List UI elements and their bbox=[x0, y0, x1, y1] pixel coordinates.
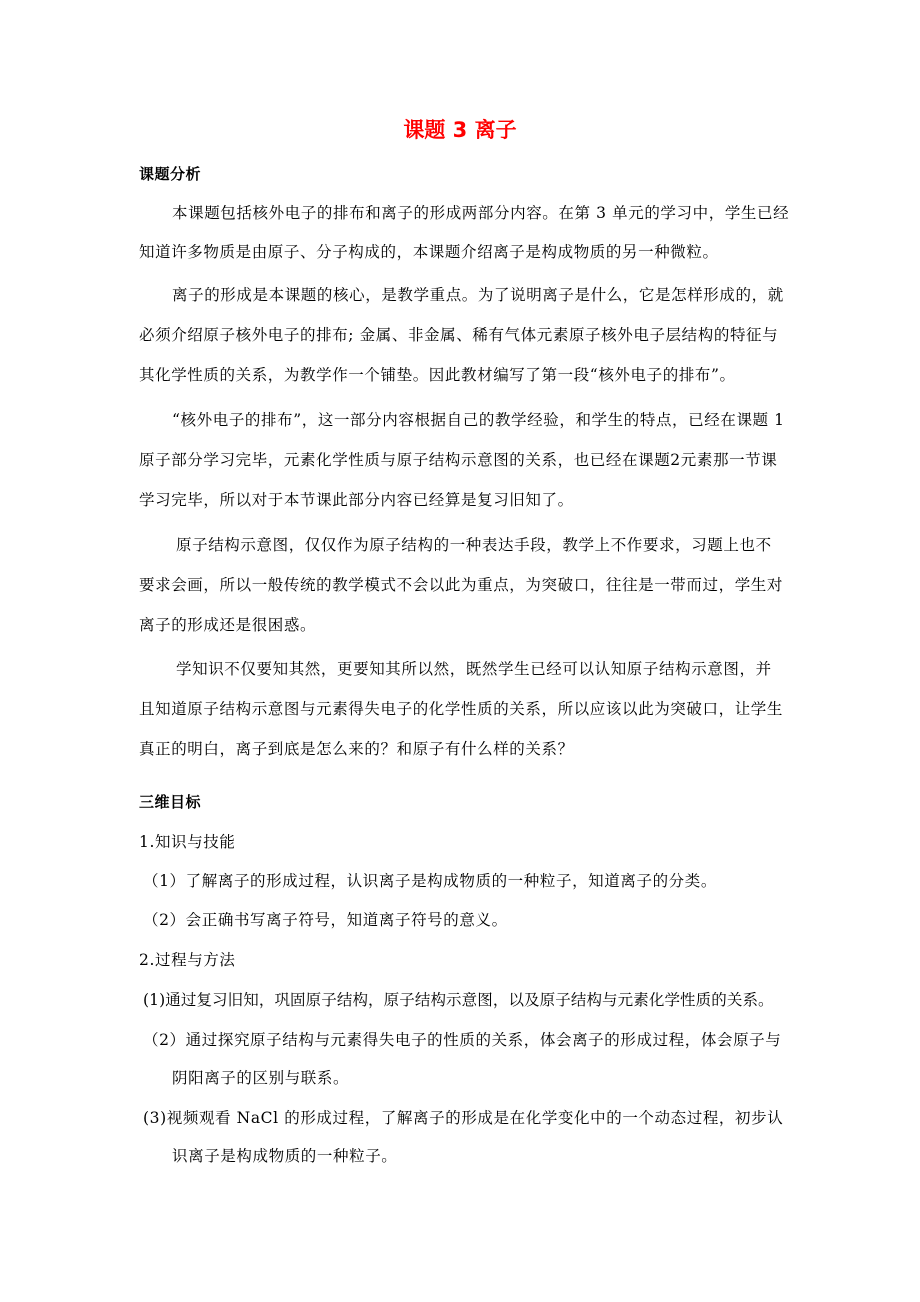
paragraph-line: 要求会画，所以一般传统的教学模式不会以此为重点，为突破口，往往是一带而过，学生对 bbox=[139, 576, 784, 594]
paragraph-line: 且知道原子结构示意图与元素得失电子的化学性质的关系，所以应该以此为突破口，让学生 bbox=[139, 700, 784, 718]
paragraph-line: 本课题包括核外电子的排布和离子的形成两部分内容。在第 3 单元的学习中，学生已经 bbox=[172, 204, 790, 222]
paragraph-line: 知道许多物质是由原子、分子构成的，本课题介绍离子是构成物质的另一种微粒。 bbox=[139, 243, 719, 261]
objective-item: (1)通过复习旧知，巩固原子结构，原子结构示意图，以及原子结构与元素化学性质的关系。 bbox=[143, 991, 774, 1009]
paragraph-line: 学知识不仅要知其然，更要知其所以然，既然学生已经可以认知原子结构示意图，并 bbox=[176, 660, 772, 678]
paragraph-line: 必须介绍原子核外电子的排布; 金属、非金属、稀有气体元素原子核外电子层结构的特征与 bbox=[139, 326, 779, 344]
paragraph-line: 学习完毕，所以对于本节课此部分内容已经算是复习旧知了。 bbox=[139, 491, 574, 509]
objective-item: （2）通过探究原子结构与元素得失电子的性质的关系，体会离子的形成过程，体会原子与 bbox=[143, 1031, 782, 1049]
paragraph-line: 原子结构示意图，仅仅作为原子结构的一种表达手段，教学上不作要求，习题上也不 bbox=[176, 536, 772, 554]
objective-item-continuation: 识离子是构成物质的一种粒子。 bbox=[172, 1147, 398, 1165]
objective-item-continuation: 阴阳离子的区别与联系。 bbox=[172, 1069, 350, 1087]
subsection-label-process: 2.过程与方法 bbox=[139, 951, 236, 969]
subsection-label-knowledge: 1.知识与技能 bbox=[139, 833, 236, 851]
section-heading-analysis: 课题分析 bbox=[139, 165, 202, 183]
objective-item: (3)视频观看 NaCl 的形成过程，了解离子的形成是在化学变化中的一个动态过程，初步认 bbox=[143, 1109, 784, 1127]
objective-item: （2）会正确书写离子符号，知道离子符号的意义。 bbox=[143, 911, 508, 929]
paragraph-line: 离子的形成还是很困惑。 bbox=[139, 616, 317, 634]
paragraph-line: 原子部分学习完毕，元素化学性质与原子结构示意图的关系，也已经在课题2元素那一节课 bbox=[139, 451, 778, 469]
paragraph-line: 离子的形成是本课题的核心，是教学重点。为了说明离子是什么，它是怎样形成的，就 bbox=[172, 286, 784, 304]
paragraph-line: 真正的明白，离子到底是怎么来的？和原子有什么样的关系？ bbox=[139, 740, 574, 758]
paragraph-line: 其化学性质的关系，为教学作一个铺垫。因此教材编写了第一段“核外电子的排布”。 bbox=[139, 366, 736, 384]
document-title: 课题 3 离子 bbox=[403, 118, 517, 142]
section-heading-objectives: 三维目标 bbox=[139, 793, 202, 811]
objective-item: （1）了解离子的形成过程，认识离子是构成物质的一种粒子，知道离子的分类。 bbox=[143, 872, 717, 890]
paragraph-line: “核外电子的排布”，这一部分内容根据自己的教学经验，和学生的特点，已经在课题 1 bbox=[172, 411, 785, 429]
